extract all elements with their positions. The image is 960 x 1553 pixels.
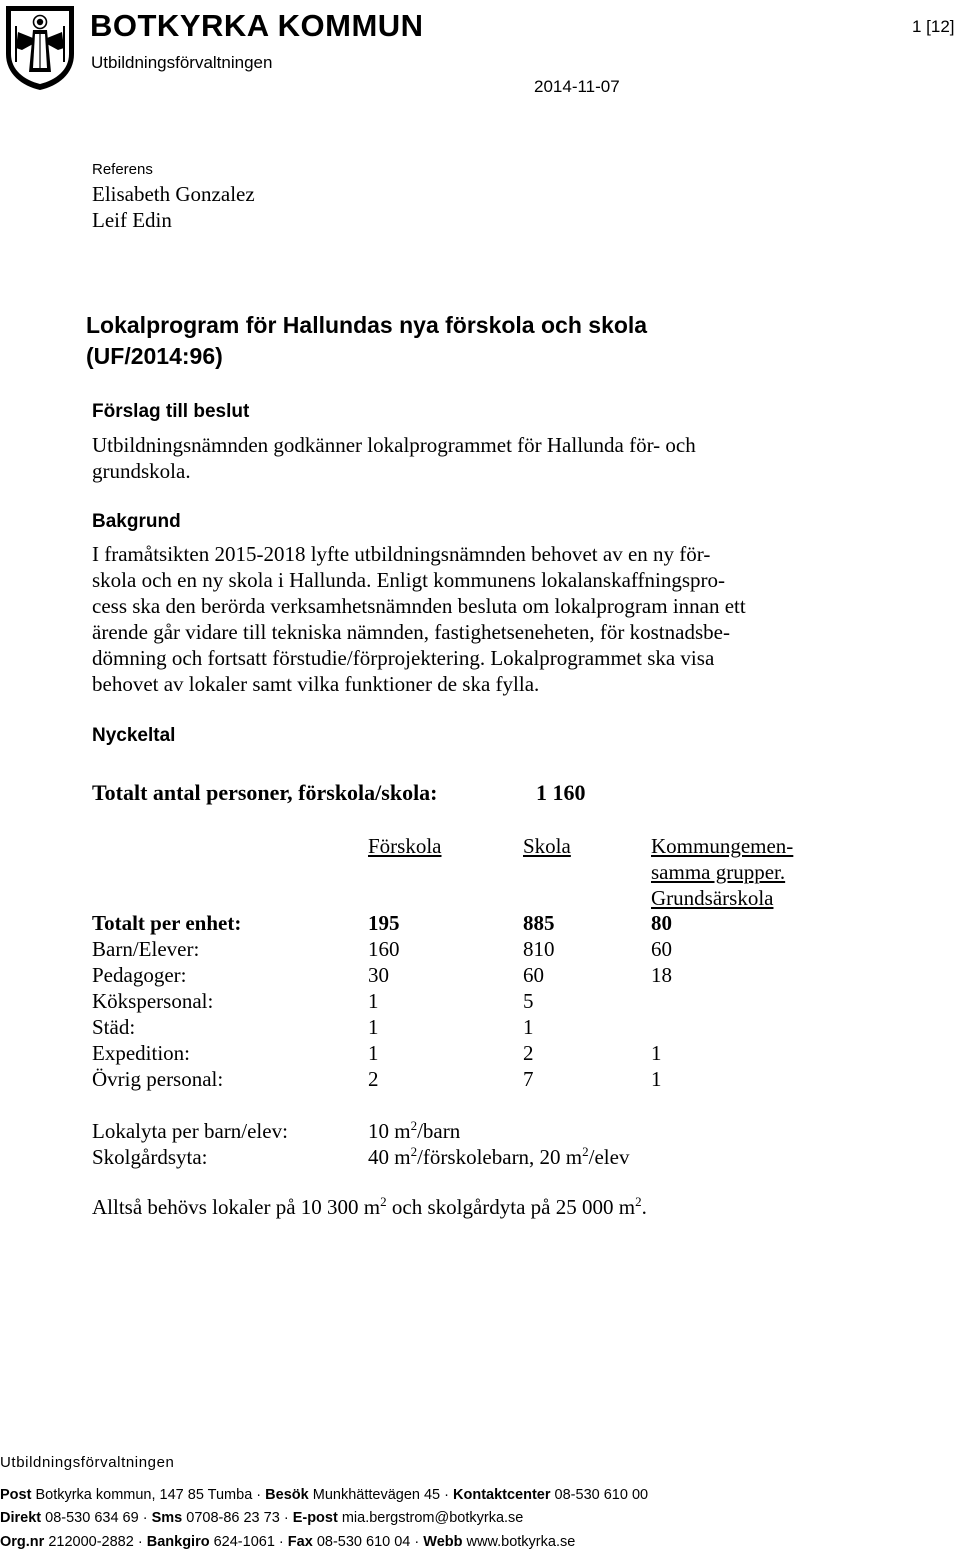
area-label: Skolgårdsyta: — [92, 1145, 208, 1169]
cell-forskola: 1 — [368, 989, 379, 1013]
text-line: dömning och fortsatt förstudie/förprojektering. Lokalprogrammet ska visa — [92, 646, 715, 670]
total-persons-value: 1 160 — [536, 780, 586, 805]
column-header-kommun — [651, 833, 851, 911]
cell-skola: 2 — [523, 1041, 534, 1065]
text-line: skola och en ny skola i Hallunda. Enligt kommunens lokalanskaffningspro- — [92, 568, 726, 592]
page-number: 1 [12] — [912, 17, 955, 36]
cell-kommun: 18 — [651, 963, 672, 987]
cell-kommun: 80 — [651, 911, 672, 935]
total-persons-label: Totalt antal personer, förskola/skola: — [92, 780, 438, 805]
text-line: grundskola. — [92, 459, 191, 483]
text-line: I framåtsikten 2015-2018 lyfte utbildningsnämnden behovet av en ny för- — [92, 542, 711, 566]
cell-skola: 7 — [523, 1067, 534, 1091]
row-label: Totalt per enhet: — [92, 911, 242, 935]
footer-line: Org.nr 212000-2882 · Bankgiro 624-1061 · Fax 08-530 610 04 · Webb www.botkyrka.se — [0, 1534, 576, 1550]
cell-forskola: 2 — [368, 1067, 379, 1091]
footer-line: Direkt 08-530 634 69 · Sms 0708-86 23 73 · E-post mia.bergstrom@botkyrka.se — [0, 1510, 524, 1526]
text-line: behovet av lokaler samt vilka funktioner de ska fylla. — [92, 672, 540, 696]
cell-skola: 810 — [523, 937, 555, 961]
table-row — [92, 910, 872, 936]
proposal-heading: Förslag till beslut — [92, 401, 250, 422]
cell-forskola: 1 — [368, 1015, 379, 1039]
cell-skola: 1 — [523, 1015, 534, 1039]
background-heading: Bakgrund — [92, 511, 181, 532]
area-value: 40 $m^2$/förskolebarn, 20 $m^2$/elev — [368, 1144, 630, 1169]
cell-kommun: 60 — [651, 937, 672, 961]
proposal-text — [92, 432, 852, 484]
title-line: Lokalprogram för Hallundas nya förskola och skola — [86, 312, 648, 338]
header-line: Grundsärskola — [651, 886, 774, 910]
table-row — [92, 988, 872, 1014]
text-line: cess ska den berörda verksamhetsnämnden besluta om lokalprogram innan ett — [92, 594, 746, 618]
cell-forskola: 30 — [368, 963, 389, 987]
table-row — [92, 1014, 872, 1040]
cell-kommun: 1 — [651, 1067, 662, 1091]
area-value: 10 $m^2$/barn — [368, 1118, 461, 1143]
text-line: ärende går vidare till tekniska nämnden, fastighetseneheten, för kostnadsbe- — [92, 620, 730, 644]
table-row — [92, 1066, 872, 1092]
cell-skola: 885 — [523, 911, 555, 935]
department-name: Utbildningsförvaltningen — [91, 53, 273, 72]
row-label: Barn/Elever: — [92, 937, 200, 961]
summary-sentence: Alltså behövs lokaler på 10 300 $m^2$ och skolgårdyta på 25 000 $m^2$. — [92, 1194, 647, 1219]
reference-label: Referens — [92, 161, 153, 178]
document-title — [86, 310, 866, 372]
cell-forskola: 160 — [368, 937, 400, 961]
table-row — [92, 936, 872, 962]
text-line: Utbildningsnämnden godkänner lokalprogrammet för Hallunda för- och — [92, 433, 696, 457]
reference-name: Leif Edin — [92, 208, 172, 232]
footer-department: Utbildningsförvaltningen — [0, 1454, 175, 1471]
cell-skola: 5 — [523, 989, 534, 1013]
row-label: Städ: — [92, 1015, 136, 1039]
yard-area-row — [92, 1144, 892, 1170]
cell-forskola: 195 — [368, 911, 400, 935]
area-label: Lokalyta per barn/elev: — [92, 1119, 288, 1143]
email-link[interactable]: mia.bergstrom@botkyrka.se — [341, 1510, 524, 1526]
header-line: Kommungemen- — [651, 834, 794, 858]
row-label: Pedagoger: — [92, 963, 187, 987]
organization-name: BOTKYRKA KOMMUN — [90, 8, 424, 43]
reference-name: Elisabeth Gonzalez — [92, 182, 255, 206]
footer-line: Post Botkyrka kommun, 147 85 Tumba · Besök Munkhättevägen 45 · Kontaktcenter 08-530 610 00 — [0, 1487, 649, 1503]
column-header-skola: Skola — [523, 834, 571, 858]
coat-of-arms-logo — [2, 2, 78, 92]
cell-forskola: 1 — [368, 1041, 379, 1065]
area-per-child-row — [92, 1118, 892, 1144]
column-header-forskola: Förskola — [368, 834, 442, 858]
row-label: Expedition: — [92, 1041, 190, 1065]
table-row — [92, 962, 872, 988]
row-label: Övrig personal: — [92, 1067, 224, 1091]
website-link[interactable]: www.botkyrka.se — [466, 1534, 576, 1550]
cell-kommun: 1 — [651, 1041, 662, 1065]
title-line: (UF/2014:96) — [86, 343, 223, 369]
table-row — [92, 1040, 872, 1066]
header-line: samma grupper. — [651, 860, 786, 884]
row-label: Kökspersonal: — [92, 989, 214, 1013]
cell-skola: 60 — [523, 963, 544, 987]
background-text — [92, 541, 852, 697]
document-date: 2014-11-07 — [534, 77, 620, 96]
key-figures-heading: Nyckeltal — [92, 725, 176, 746]
